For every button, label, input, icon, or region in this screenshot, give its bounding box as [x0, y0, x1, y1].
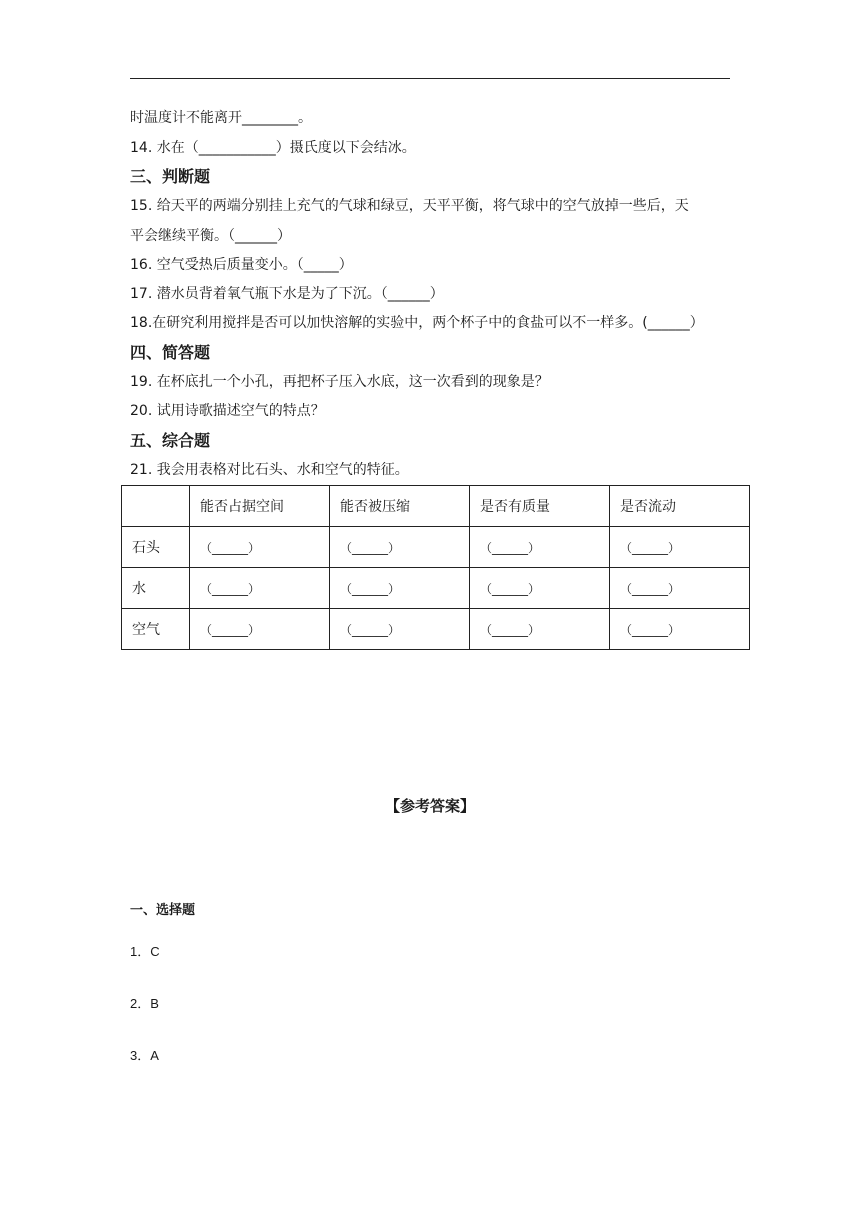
answer-section-heading: 一、选择题 [130, 903, 196, 918]
section-heading-judgment: 三、判断题 [130, 167, 211, 186]
table-header-cell: 能否被压缩 [330, 486, 470, 527]
answer-blank: （______） [470, 568, 610, 609]
answer-key-title: 【参考答案】 [384, 797, 475, 815]
comparison-table [121, 485, 750, 650]
table-row [122, 609, 750, 650]
answer-blank: （______） [190, 609, 330, 650]
table-header-cell: 是否有质量 [470, 486, 610, 527]
answer-blank: （______） [330, 609, 470, 650]
answer-item: 3．A [130, 1048, 159, 1063]
table-header-row [122, 486, 750, 527]
answer-blank: （______） [190, 527, 330, 568]
answer-item: 1．C [130, 944, 160, 959]
answer-blank: （______） [610, 527, 750, 568]
table-header-cell: 能否占据空间 [190, 486, 330, 527]
row-label: 空气 [122, 609, 190, 650]
question-15-line-1: 15. 给天平的两端分别挂上充气的气球和绿豆，天平平衡，将气球中的空气放掉一些后，天 [130, 198, 689, 214]
table-row [122, 527, 750, 568]
table-row [122, 568, 750, 609]
table-header-cell: 是否流动 [610, 486, 750, 527]
question-13-tail: 时温度计不能离开________。 [130, 110, 312, 126]
answer-blank: （______） [470, 609, 610, 650]
answer-blank: （______） [330, 527, 470, 568]
row-label: 水 [122, 568, 190, 609]
question-19: 19. 在杯底扎一个小孔，再把杯子压入水底，这一次看到的现象是？ [130, 374, 549, 390]
question-18: 18.在研究利用搅拌是否可以加快溶解的实验中，两个杯子中的食盐可以不一样多。(______） [130, 315, 704, 331]
answer-blank: （______） [610, 568, 750, 609]
section-heading-comprehensive: 五、综合题 [130, 431, 211, 450]
question-14: 14. 水在（___________）摄氏度以下会结冰。 [130, 140, 416, 156]
question-16: 16. 空气受热后质量变小。（_____） [130, 257, 353, 273]
header-rule [130, 78, 730, 79]
row-label: 石头 [122, 527, 190, 568]
section-heading-short-answer: 四、简答题 [130, 343, 211, 362]
question-21: 21. 我会用表格对比石头、水和空气的特征。 [130, 462, 409, 478]
question-17: 17. 潜水员背着氧气瓶下水是为了下沉。（______） [130, 286, 444, 302]
answer-blank: （______） [470, 527, 610, 568]
question-20: 20. 试用诗歌描述空气的特点？ [130, 403, 325, 419]
answer-blank: （______） [330, 568, 470, 609]
table-header-cell [122, 486, 190, 527]
answer-blank: （______） [190, 568, 330, 609]
answer-item: 2．B [130, 996, 159, 1011]
answer-blank: （______） [610, 609, 750, 650]
question-15-line-2: 平会继续平衡。（______） [130, 228, 291, 244]
